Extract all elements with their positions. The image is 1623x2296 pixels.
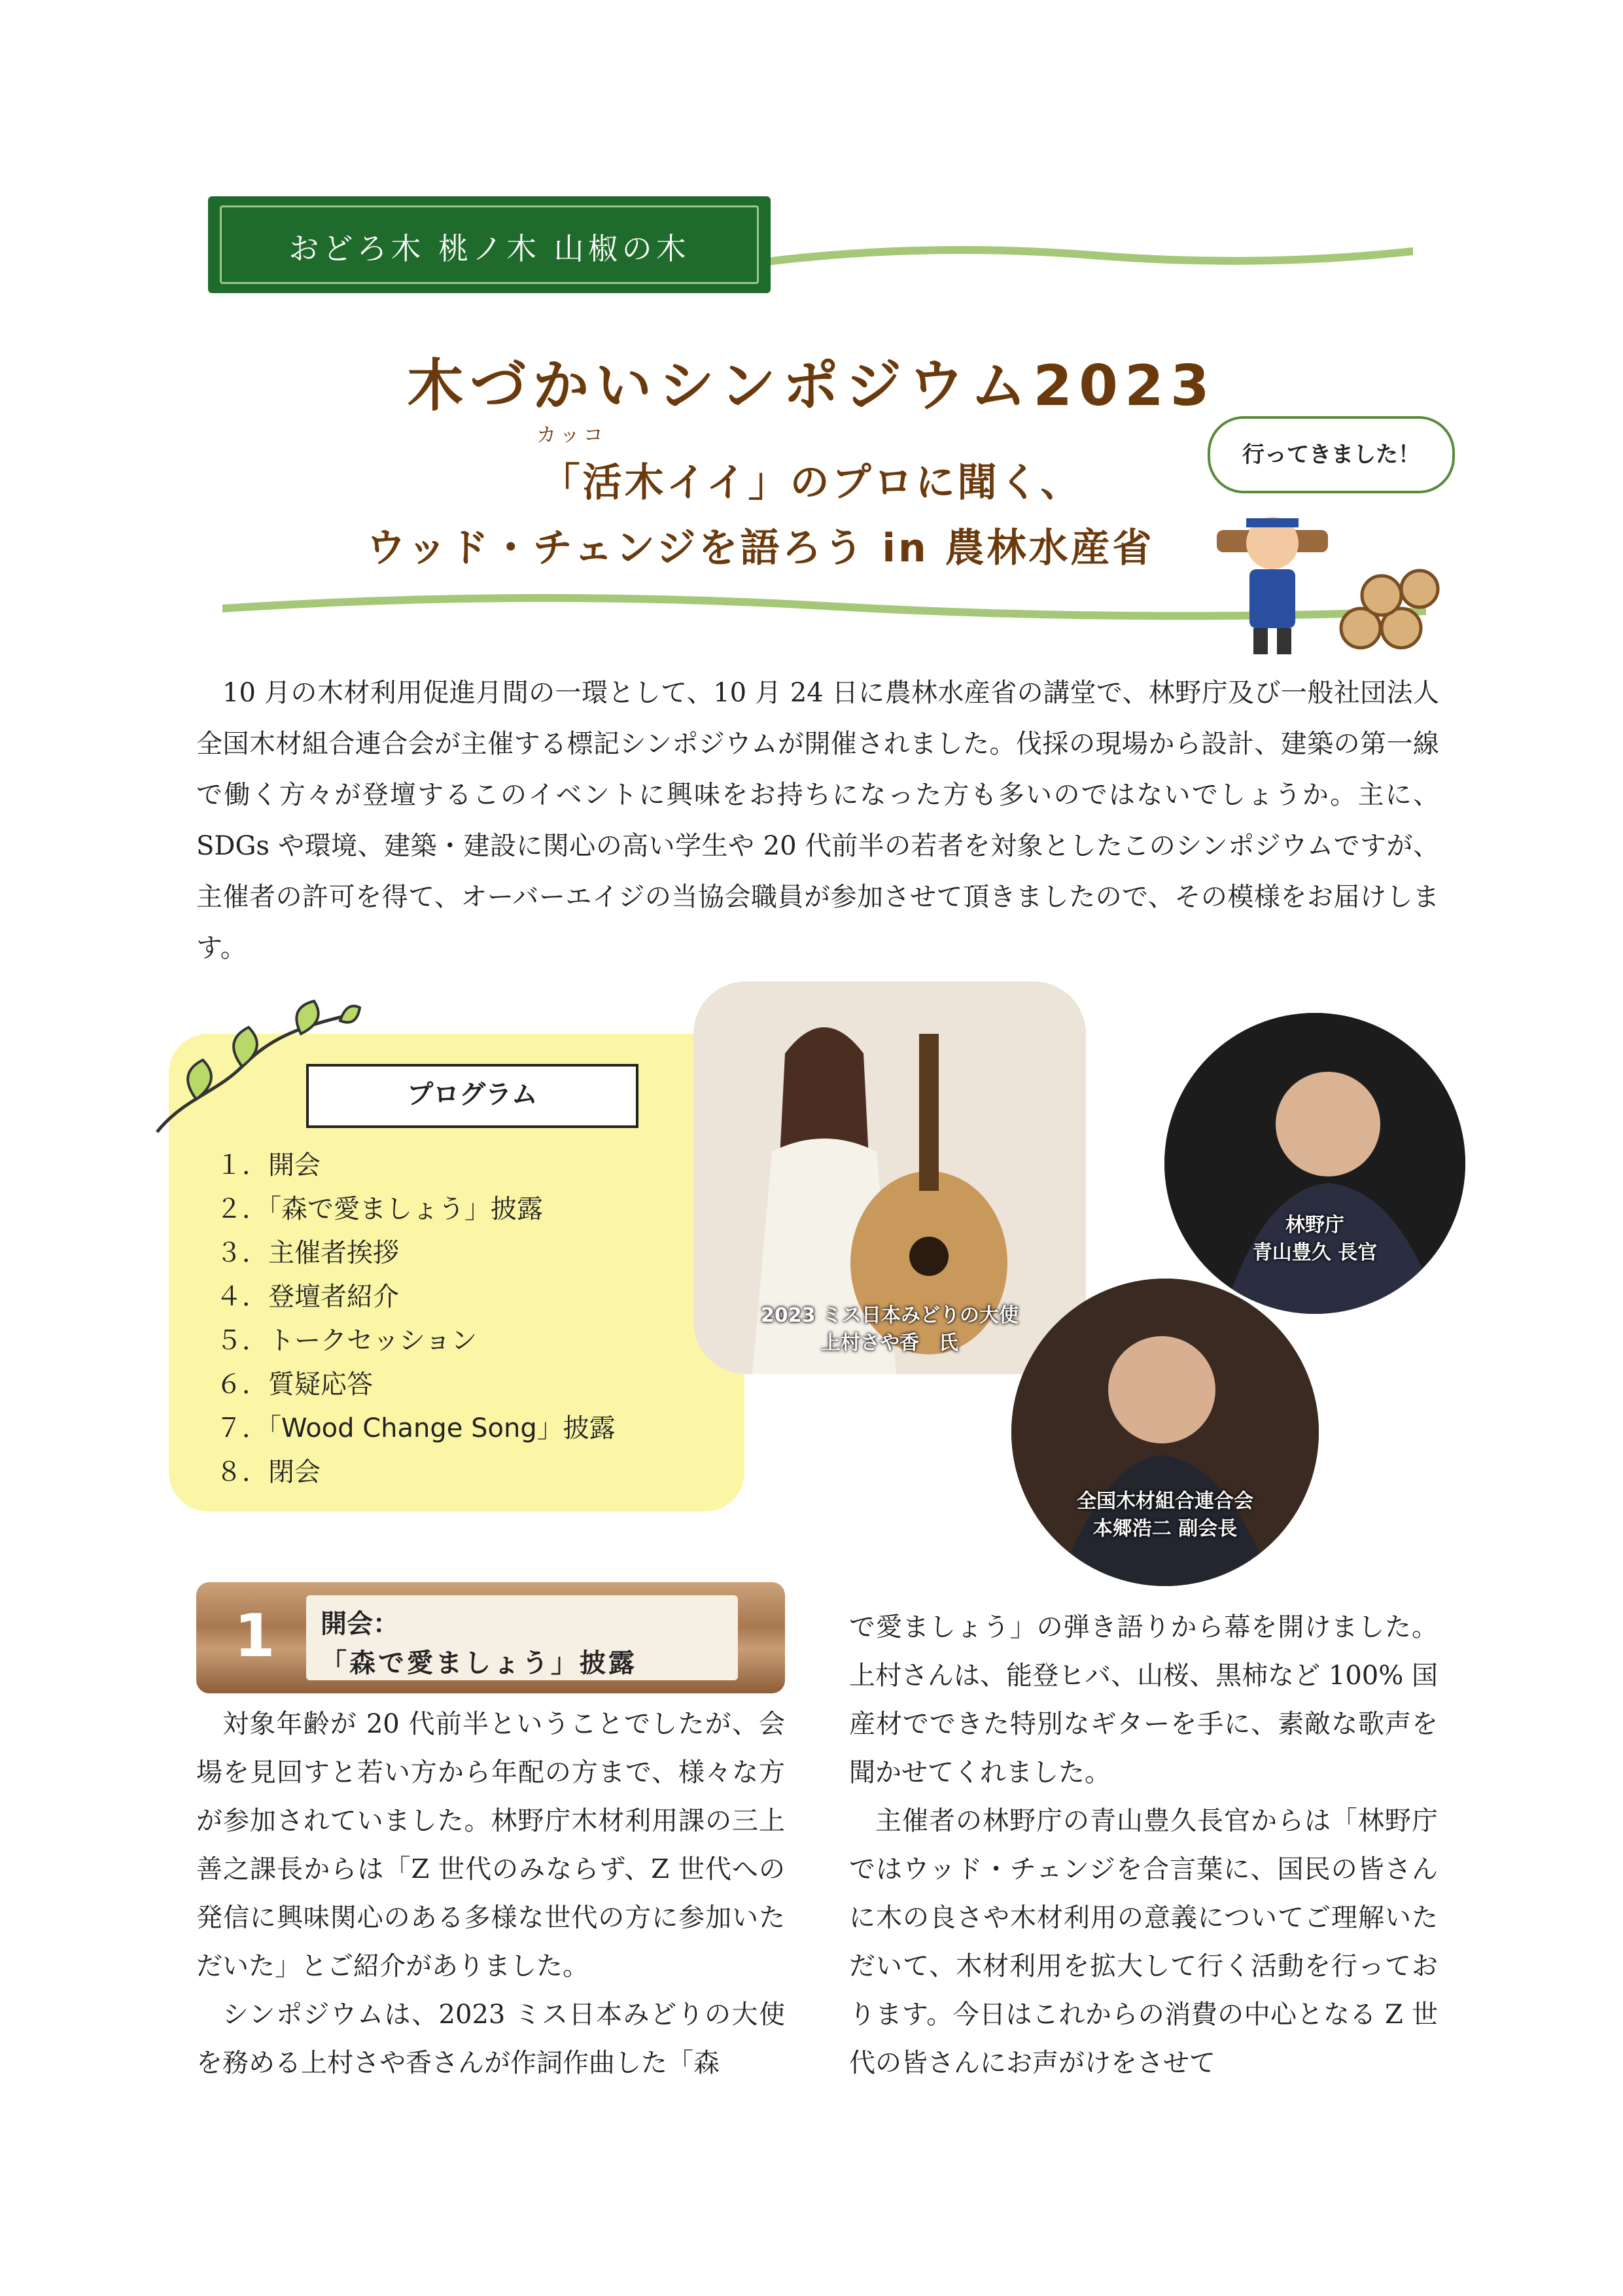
list-item: ５．トークセッション — [216, 1326, 478, 1356]
decorative-wave-top — [765, 236, 1413, 275]
left-column — [196, 1700, 785, 2087]
section-heading-1 — [196, 1582, 785, 1693]
banner-text: おどろ木 桃ノ木 山椒の木 — [288, 231, 690, 266]
page-title: 木づかいシンポジウム2023 — [407, 353, 1216, 419]
photo-caption-line1: 2023 ミス日本みどりの大使 — [761, 1304, 1019, 1327]
subtitle-line1: 「活木イイ」のプロに聞く、 — [540, 460, 1083, 506]
speaker-portrait-icon — [1164, 1013, 1465, 1314]
list-item: １．開会 — [216, 1150, 321, 1180]
photo-caption-line2: 本郷浩二 副会長 — [1092, 1517, 1238, 1540]
photo-caption-line1: 全国木材組合連合会 — [1077, 1490, 1253, 1513]
program-title: プログラム — [306, 1064, 638, 1128]
section-number: 1 — [234, 1602, 275, 1670]
right-column — [849, 1603, 1438, 2087]
official-photo-2 — [1011, 1279, 1319, 1586]
list-item: ８．閉会 — [216, 1457, 321, 1487]
paragraph: 対象年齢が 20 代前半ということでしたが、会場を見回すと若い方から年配の方まで、様々な方が参加されていました。林野庁木材利用課の三上 善之課長からは「Z 世代のみならず、Z 世代への発信に興味関心のある多様な世代の方に参加いただいた」とご紹介がありました。 — [196, 1709, 785, 1981]
official-photo-1 — [1164, 1013, 1465, 1314]
section-title-line1: 開会： — [321, 1609, 399, 1639]
paragraph: シンポジウムは、2023 ミス日本みどりの大使を務める上村さや香さんが作詞作曲した「森 — [196, 2000, 785, 2078]
list-item: ６．質疑応答 — [216, 1369, 373, 1400]
list-item: ３．主催者挨拶 — [216, 1238, 399, 1268]
program-list — [216, 1144, 616, 1494]
intro-text — [196, 667, 1439, 974]
photo-caption-line2: 青山豊久 長官 — [1252, 1241, 1378, 1264]
photo-caption-line2: 上村さや香 氏 — [821, 1332, 958, 1354]
list-item: ７．「Wood Change Song」披露 — [216, 1413, 616, 1443]
subtitle-line2: ウッド・チェンジを語ろう in 農林水産省 — [366, 525, 1155, 571]
paragraph: で愛ましょう」の弾き語りから幕を開けました。上村さんは、能登ヒバ、山桜、黒柿など 100% 国産材でできた特別なギターを手に、素敵な歌声を聞かせてくれました。 — [849, 1612, 1438, 1788]
photo-caption-line1: 林野庁 — [1285, 1214, 1344, 1237]
speech-bubble: 行ってきました！ — [1208, 416, 1455, 493]
log-pile-icon — [1341, 571, 1438, 648]
lumberjack-illustration — [1210, 504, 1446, 661]
series-banner — [208, 196, 771, 293]
section-title-line2: 「森で愛ましょう」披露 — [321, 1648, 637, 1678]
performer-photo — [693, 981, 1086, 1374]
list-item: ４．登壇者紹介 — [216, 1282, 399, 1312]
ruby-annotation: カッコ — [536, 424, 607, 447]
intro-paragraph: 10 月の木材利用促進月間の一環として、10 月 24 日に農林水産省の講堂で、林野庁及び一般社団法人全国木材組合連合会が主催する標記シンポジウムが開催されました。伐採の現場から設計、建築の第一線で働く方々が登壇するこのイベントに興味をお持ちになった方も多いのではないでしょうか。主に、SDGs や環境、建築・建設に関心の高い学生や 20 代前半の若者を対象としたこのシンポジウムですが、主催者の許可を得て、オーバーエイジの当協会職員が参加させて頂きましたので、その模様をお届けします。 — [196, 678, 1439, 963]
list-item: ２．「森で愛ましょう」披露 — [216, 1194, 543, 1224]
paragraph: 主催者の林野庁の青山豊久長官からは「林野庁ではウッド・チェンジを合言葉に、国民の皆さんに木の良さや木材利用の意義についてご理解いただいて、木材利用を拡大して行く活動を行っております。今日はこれからの消費の中心となる Z 世代の皆さんにお声がけをさせて — [849, 1806, 1438, 2078]
